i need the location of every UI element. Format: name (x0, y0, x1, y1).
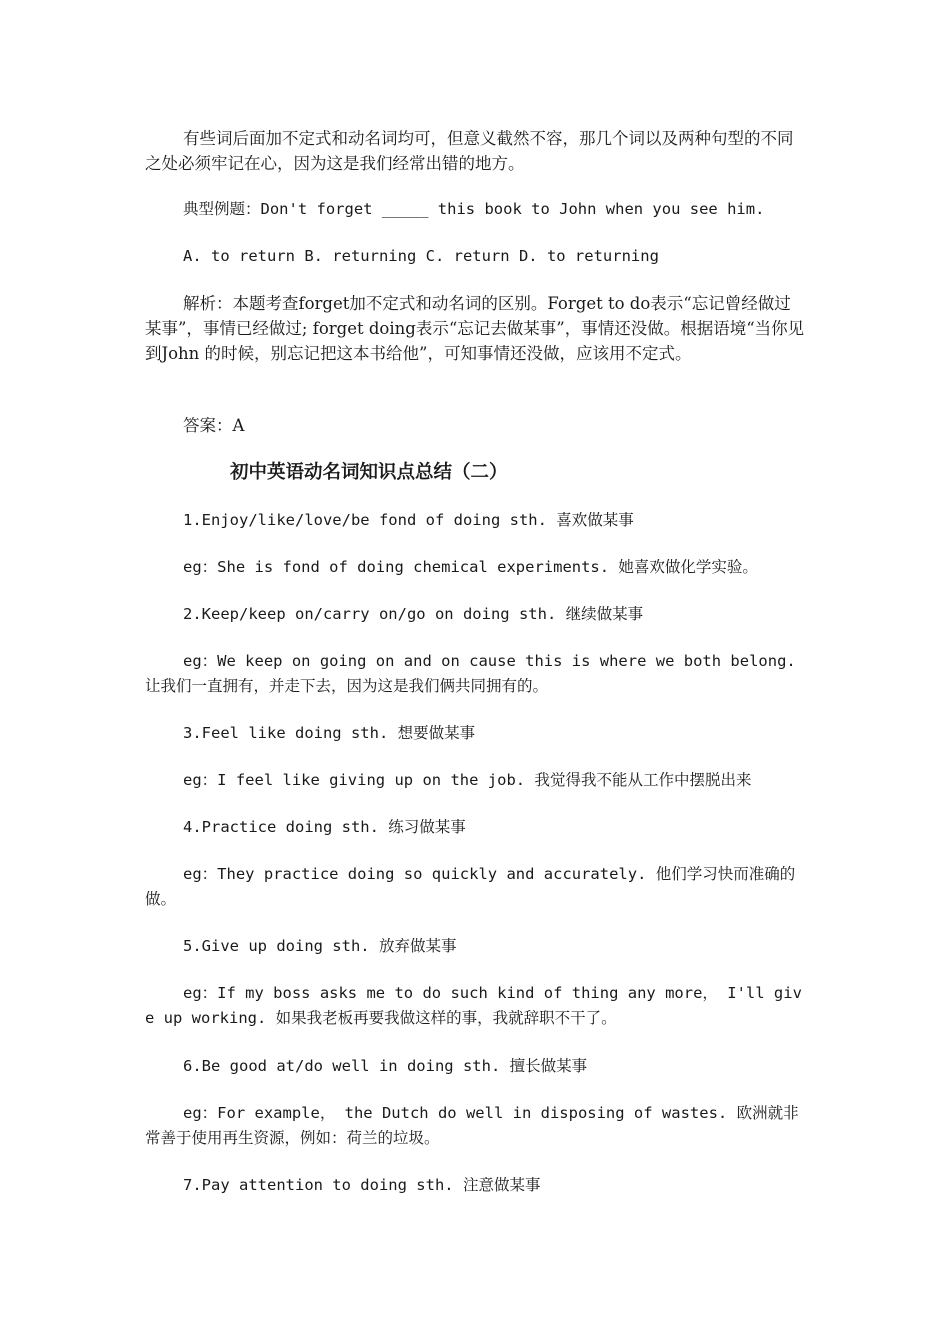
rule-example: eg：If my boss asks me to do such kind of thing any more， I'll give up working. 如果我老板再要我做这样的事，我就辞职不干了。 (145, 984, 802, 1027)
rule-item: 3.Feel like doing sth. 想要做某事 (183, 724, 476, 742)
rule-item: 4.Practice doing sth. 练习做某事 (183, 818, 466, 836)
rule-example: eg：For example， the Dutch do well in disposing of wastes. 欧洲就非常善于使用再生资源，例如：荷兰的垃圾。 (145, 1104, 799, 1147)
rule-item: 5.Give up doing sth. 放弃做某事 (183, 937, 457, 955)
rule-item: 6.Be good at/do well in doing sth. 擅长做某事 (183, 1057, 588, 1075)
rule-item: 7.Pay attention to doing sth. 注意做某事 (183, 1176, 541, 1194)
rule-item: 2.Keep/keep on/carry on/go on doing sth. 继续做某事 (183, 605, 644, 623)
rule-example: eg：I feel like giving up on the job. 我觉得我不能从工作中摆脱出来 (183, 771, 752, 789)
answer-options: A. to return B. returning C. return D. to returning (183, 247, 659, 265)
rule-item: 1.Enjoy/like/love/be fond of doing sth. 喜欢做某事 (183, 511, 634, 529)
rule-example: eg：We keep on going on and on cause this is where we both belong. 让我们一直拥有，并走下去，因为这是我们俩共同拥有的。 (145, 652, 796, 695)
section-title: 初中英语动名词知识点总结（二） (230, 462, 508, 483)
rule-example: eg：They practice doing so quickly and accurately. 他们学习快而准确的做。 (145, 865, 796, 908)
intro-paragraph: 有些词后面加不定式和动名词均可，但意义截然不容，那几个词以及两种句型的不同之处必须牢记在心，因为这是我们经常出错的地方。 (145, 129, 794, 173)
example-question: 典型例题：Don't forget _____ this book to John when you see him. (183, 200, 765, 218)
analysis-paragraph: 解析：本题考查forget加不定式和动名词的区别。Forget to do表示“忘记曾经做过某事”，事情已经做过; forget doing表示“忘记去做某事”，事情还没做。根据语境“当你见到John 的时候，别忘记把这本书给他”，可知事情还没做，应该用不定式。 (145, 294, 805, 363)
answer-line: 答案：A (183, 416, 245, 435)
rule-example: eg：She is fond of doing chemical experiments. 她喜欢做化学实验。 (183, 558, 758, 576)
